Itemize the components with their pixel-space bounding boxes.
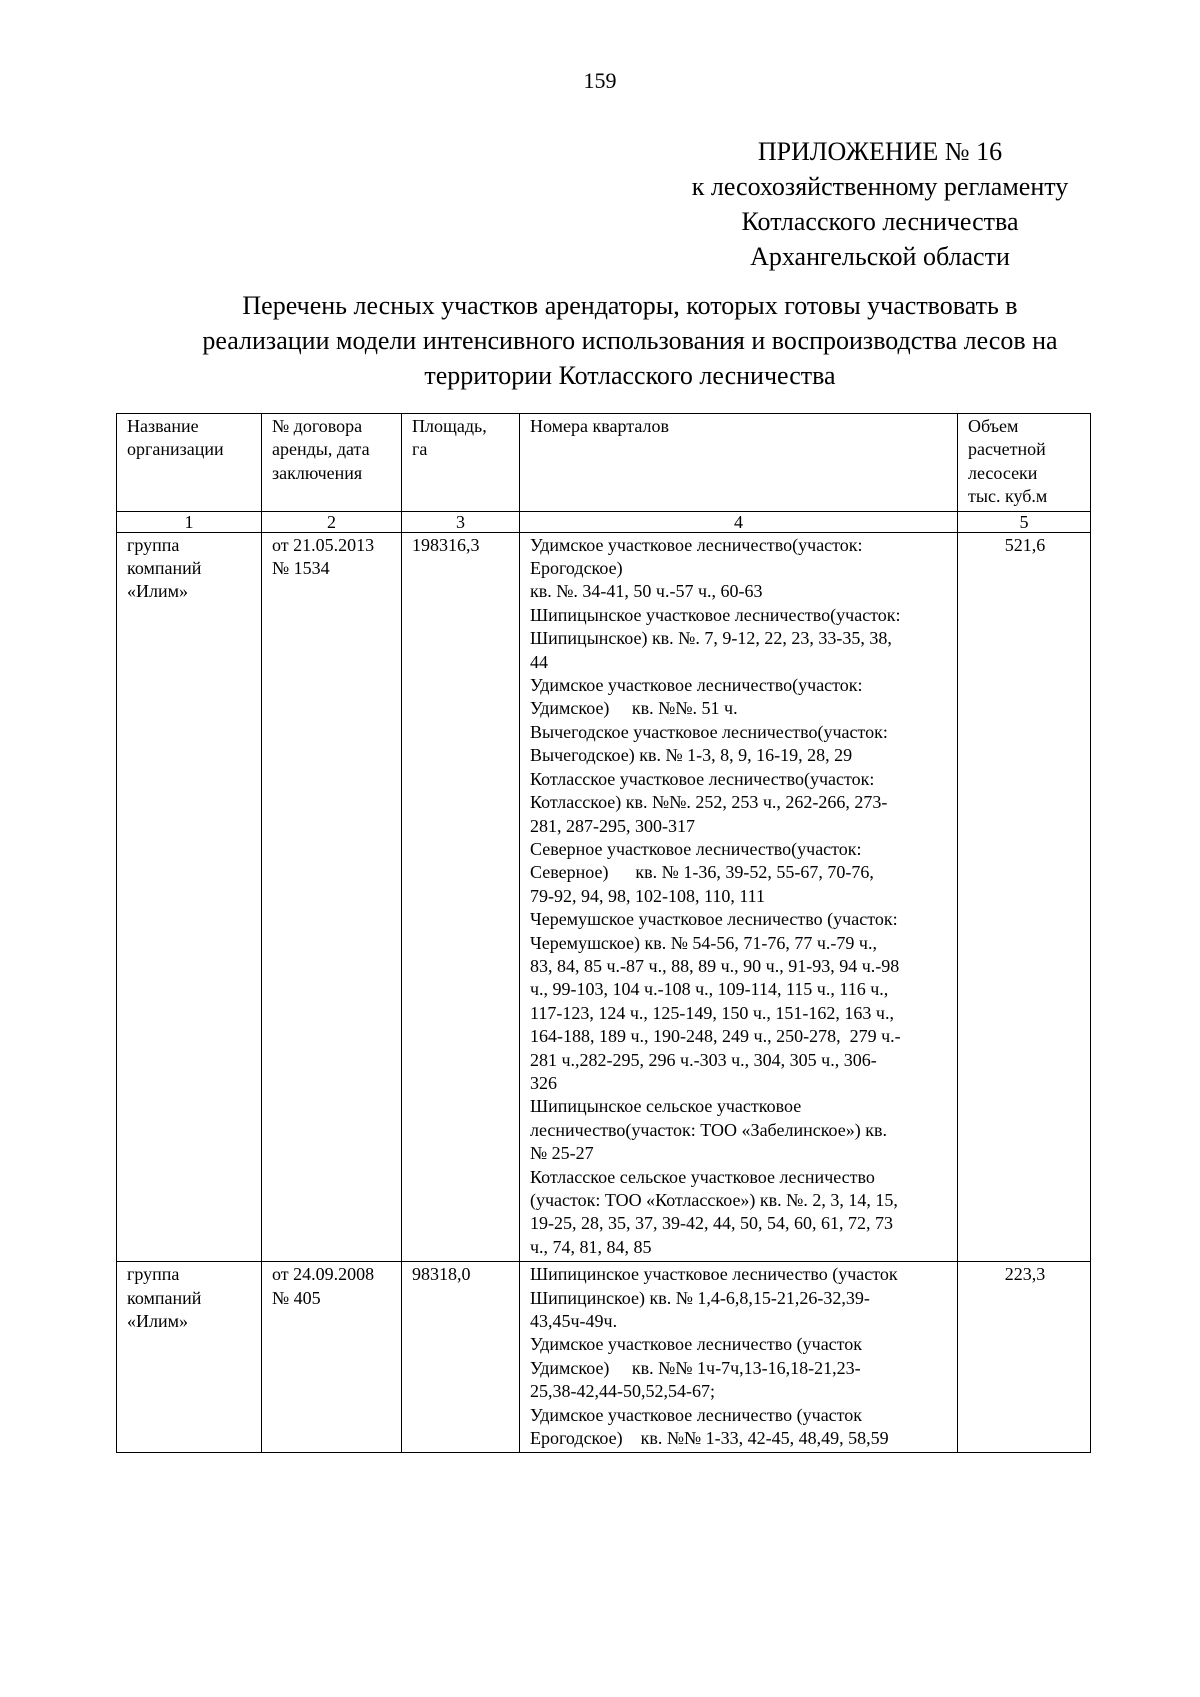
quarter-line: (участок: ТОО «Котласское») кв. №. 2, 3, 14, 15, <box>530 1190 898 1210</box>
quarter-line: 281, 287-295, 300-317 <box>530 815 695 836</box>
quarter-line: Северное) кв. № 1-36, 39-52, 55-67, 70-76, <box>530 862 874 883</box>
appendix-title: ПРИЛОЖЕНИЕ № 16 <box>757 137 1003 166</box>
cell-organization <box>117 532 262 1262</box>
cell-volume: 521,6 <box>958 532 1091 1262</box>
quarter-line: ч., 74, 81, 84, 85 <box>530 1236 652 1257</box>
contract-line: № 405 <box>272 1287 321 1308</box>
table-header-row <box>117 414 1091 512</box>
quarter-line: Удимское участковое лесничество(участок: <box>530 675 863 696</box>
quarter-line: лесничество(участок: ТОО «Забелинское») кв. <box>530 1119 887 1140</box>
contract-line: от 21.05.2013 <box>272 534 375 555</box>
quarter-line: Удимское) кв. №№ 1ч-7ч,13-16,18-21,23- <box>530 1357 861 1378</box>
quarter-line: 326 <box>530 1072 557 1093</box>
cell-quarters <box>520 532 958 1262</box>
title-line: территории Котласского лесничества <box>424 361 836 390</box>
header-line: расчетной <box>968 439 1046 460</box>
quarter-line: 281 ч.,282-295, 296 ч.-303 ч., 304, 305 ч., 306- <box>530 1049 877 1070</box>
header-line: № договора <box>272 416 363 436</box>
cell-contract <box>262 532 402 1262</box>
quarter-line: Северное участковое лесничество(участок: <box>530 838 862 859</box>
organization-line: группа <box>127 1264 180 1285</box>
column-number-row <box>117 511 1091 532</box>
quarter-line: Шипицынское сельское участковое <box>530 1096 802 1117</box>
header-line: заключения <box>272 462 363 483</box>
column-number: 3 <box>402 511 520 532</box>
header-quarters <box>520 414 958 512</box>
quarter-line: Удимское участковое лесничество (участок <box>530 1334 863 1355</box>
organization-line: «Илим» <box>127 1311 189 1332</box>
cell-area: 198316,3 <box>402 532 520 1262</box>
quarter-line: Вычегодское участковое лесничество(участок: <box>530 721 888 742</box>
title-line: реализации модели интенсивного использования и воспроизводства лесов на <box>202 326 1058 355</box>
column-number: 5 <box>958 511 1091 532</box>
quarter-line: 117-123, 124 ч., 125-149, 150 ч., 151-162, 163 ч., <box>530 1002 894 1023</box>
quarter-line: кв. №. 34-41, 50 ч.-57 ч., 60-63 <box>530 581 763 602</box>
quarter-line: Котласское сельское участковое лесничество <box>530 1166 875 1187</box>
quarter-line: Шипицинское) кв. № 1,4-6,8,15-21,26-32,39- <box>530 1287 870 1308</box>
header-area <box>402 414 520 512</box>
quarter-line: Шипицинское участковое лесничество (участок <box>530 1264 898 1285</box>
quarter-line: Ерогодское) кв. №№ 1-33, 42-45, 48,49, 58,59 <box>530 1428 889 1449</box>
cell-contract <box>262 1262 402 1453</box>
quarter-line: 164-188, 189 ч., 190-248, 249 ч., 250-278, 279 ч.- <box>530 1026 901 1047</box>
page-number: 159 <box>583 68 617 93</box>
quarter-line: Шипицынское) кв. №. 7, 9-12, 22, 23, 33-35, 38, <box>530 628 892 649</box>
organization-line: компаний <box>127 1287 202 1308</box>
quarter-line: Черемушское) кв. № 54-56, 71-76, 77 ч.-79 ч., <box>530 932 877 953</box>
cell-quarters <box>520 1262 958 1453</box>
header-line: аренды, дата <box>272 439 370 460</box>
contract-line: от 24.09.2008 <box>272 1264 375 1285</box>
quarter-line: Черемушское участковое лесничество (участок: <box>530 909 898 930</box>
quarter-line: Удимское) кв. №№. 51 ч. <box>530 698 738 719</box>
header-line: организации <box>127 439 224 460</box>
quarter-line: ч., 99-103, 104 ч.-108 ч., 109-114, 115 ч., 116 ч., <box>530 979 889 1000</box>
cell-volume: 223,3 <box>958 1262 1091 1453</box>
column-number: 1 <box>117 511 262 532</box>
quarter-line: Котласское участковое лесничество(участок: <box>530 768 875 789</box>
quarter-line: 83, 84, 85 ч.-87 ч., 88, 89 ч., 90 ч., 91-93, 94 ч.-98 <box>530 955 900 976</box>
quarter-line: 25,38-42,44-50,52,54-67; <box>530 1381 715 1402</box>
quarter-line: 79-92, 94, 98, 102-108, 110, 111 <box>530 885 765 906</box>
quarter-line: 19-25, 28, 35, 37, 39-42, 44, 50, 54, 60, 61, 72, 73 <box>530 1213 893 1234</box>
quarter-line: № 25-27 <box>530 1143 594 1164</box>
organization-line: группа <box>127 534 180 555</box>
document-title <box>150 288 1110 393</box>
quarter-line: Ерогодское) <box>530 558 623 579</box>
quarter-line: Удимское участковое лесничество(участок: <box>530 534 863 555</box>
appendix-line: Котласского лесничества <box>741 207 1019 236</box>
quarter-line: 43,45ч-49ч. <box>530 1311 618 1332</box>
organization-line: «Илим» <box>127 581 189 602</box>
appendix-line: Архангельской области <box>750 242 1010 271</box>
quarter-line: Удимское участковое лесничество (участок <box>530 1404 863 1425</box>
cell-organization <box>117 1262 262 1453</box>
table-row <box>117 532 1091 1262</box>
quarter-line: Котласское) кв. №№. 252, 253 ч., 262-266, 273- <box>530 792 888 813</box>
appendix-line: к лесохозяйственному регламенту <box>691 172 1069 201</box>
column-number: 2 <box>262 511 402 532</box>
contract-line: № 1534 <box>272 558 330 579</box>
lease-table <box>116 413 1091 1453</box>
header-line: Объем <box>968 416 1019 436</box>
header-line: лесосеки <box>968 462 1038 483</box>
header-line: Площадь, <box>412 416 487 436</box>
header-line: Номера кварталов <box>530 416 669 436</box>
appendix-header <box>640 134 1120 274</box>
table-row <box>117 1262 1091 1453</box>
header-contract <box>262 414 402 512</box>
column-number: 4 <box>520 511 958 532</box>
header-line: га <box>412 439 428 460</box>
quarter-line: Вычегодское) кв. № 1-3, 8, 9, 16-19, 28, 29 <box>530 745 853 766</box>
header-line: Название <box>127 416 199 436</box>
quarter-line: 44 <box>530 651 548 672</box>
title-line: Перечень лесных участков арендаторы, которых готовы участвовать в <box>242 291 1018 320</box>
header-line: тыс. куб.м <box>968 486 1048 507</box>
header-org <box>117 414 262 512</box>
header-volume <box>958 414 1091 512</box>
organization-line: компаний <box>127 558 202 579</box>
quarter-line: Шипицынское участковое лесничество(участок: <box>530 604 901 625</box>
cell-area: 98318,0 <box>402 1262 520 1453</box>
